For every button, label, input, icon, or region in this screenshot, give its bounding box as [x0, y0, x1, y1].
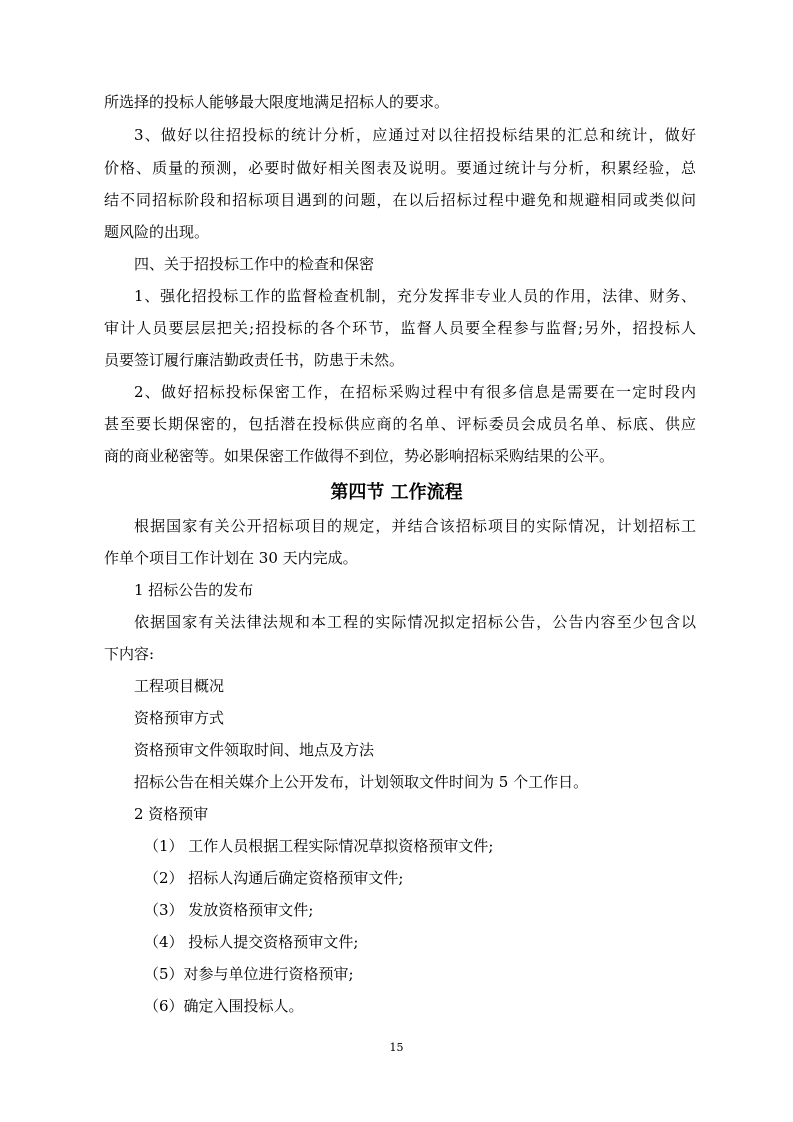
numbered-heading: 1 招标公告的发布: [134, 581, 254, 599]
numbered-heading: 2 资格预审: [134, 805, 209, 823]
list-item: 工程项目概况: [134, 677, 225, 695]
paragraph-line: 审计人员要层层把关;招投标的各个环节，监督人员要全程参与监督;另外，招投标人: [104, 319, 696, 337]
paragraph-line: 2、做好招标投标保密工作，在招标采购过程中有很多信息是需要在一定时段内: [134, 383, 696, 401]
list-item: （3） 发放资格预审文件;: [144, 901, 314, 919]
paragraph-line: 结不同招标阶段和招标项目遇到的问题，在以后招标过程中避免和规避相同或类似问: [104, 191, 696, 209]
paragraph-line: 员要签订履行廉洁勤政责任书，防患于未然。: [104, 351, 405, 369]
section-heading: 第四节 工作流程: [330, 482, 463, 503]
list-item: （1） 工作人员根据工程实际情况草拟资格预审文件;: [144, 837, 494, 855]
paragraph-line: 作单个项目工作计划在 30 天内完成。: [104, 549, 358, 567]
list-item: （2） 招标人沟通后确定资格预审文件;: [144, 869, 404, 887]
list-item: （5）对参与单位进行资格预审;: [144, 965, 354, 983]
paragraph-line: 题风险的出现。: [104, 223, 210, 241]
list-item: 资格预审方式: [134, 709, 225, 727]
page-number: 15: [389, 1041, 404, 1054]
subsection-heading: 四、关于招投标工作中的检查和保密: [134, 255, 375, 273]
paragraph-line: 依据国家有关法律法规和本工程的实际情况拟定招标公告，公告内容至少包含以: [134, 613, 696, 631]
paragraph-line: 商的商业秘密等。如果保密工作做得不到位，势必影响招标采购结果的公平。: [104, 447, 615, 465]
paragraph-line: 招标公告在相关媒介上公开发布，计划领取文件时间为 5 个工作日。: [134, 773, 589, 791]
paragraph-line: 所选择的投标人能够最大限度地满足招标人的要求。: [104, 93, 450, 111]
paragraph-line: 1、强化招投标工作的监督检查机制，充分发挥非专业人员的作用，法律、财务、: [134, 287, 696, 305]
list-item: 资格预审文件领取时间、地点及方法: [134, 741, 375, 759]
list-item: （6）确定入围投标人。: [144, 997, 304, 1015]
paragraph-line: 3、做好以往招投标的统计分析，应通过对以往招投标结果的汇总和统计，做好: [134, 126, 696, 144]
paragraph-line: 根据国家有关公开招标项目的规定，并结合该招标项目的实际情况，计划招标工: [134, 517, 696, 535]
list-item: （4） 投标人提交资格预审文件;: [144, 933, 359, 951]
paragraph-line: 价格、质量的预测，必要时做好相关图表及说明。要通过统计与分析，积累经验，总: [104, 159, 696, 177]
paragraph-line: 下内容:: [104, 645, 155, 663]
paragraph-line: 甚至要长期保密的，包括潜在投标供应商的名单、评标委员会成员名单、标底、供应: [104, 415, 696, 433]
